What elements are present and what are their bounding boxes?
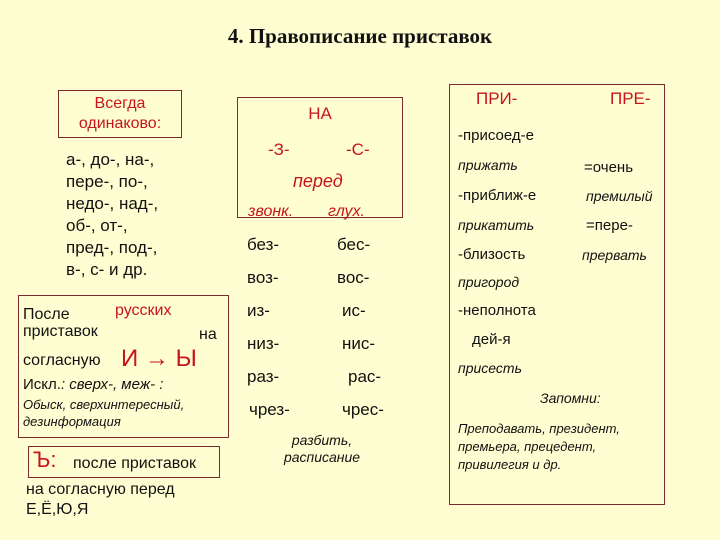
pri-pre-box xyxy=(449,84,665,505)
example-prikatit: прикатить xyxy=(458,217,535,233)
letters-i-y: И → Ы xyxy=(121,345,197,372)
remember-line3: привилегия и др. xyxy=(458,457,562,472)
z-prefix: из- xyxy=(247,301,270,320)
example-prigorod: пригород xyxy=(458,274,520,290)
prefix-line: в-, с- и др. xyxy=(66,260,148,279)
remember-line2: премьера, прецедент, xyxy=(458,439,597,454)
prefix-line: об-, от-, xyxy=(66,216,128,235)
exception-line xyxy=(23,376,163,393)
always-same-box xyxy=(58,90,182,138)
z-label: -З- xyxy=(268,140,290,159)
page-title: 4. Правописание приставок xyxy=(227,24,493,48)
hard-sign-line1: после приставок xyxy=(73,455,197,472)
voiceless-label: глух. xyxy=(328,203,365,220)
examples-line2: дезинформация xyxy=(23,414,121,429)
closeness-rule: -близость xyxy=(458,246,526,263)
example-prisest: присесть xyxy=(458,360,522,376)
example-premily: премилый xyxy=(586,188,653,204)
joining-rule: -присоед-е xyxy=(458,127,534,144)
exception-label: Искл. xyxy=(23,376,61,393)
s-prefix: чрес- xyxy=(342,400,384,419)
voiced-label: звонк. xyxy=(248,203,294,220)
before-label: перед xyxy=(293,171,343,191)
hard-sign-symbol: Ъ: xyxy=(33,447,57,472)
remember-label: Запомни: xyxy=(540,390,601,406)
prefix-line: недо-, над-, xyxy=(66,194,159,213)
z-prefix: без- xyxy=(247,235,280,254)
example-prizhat: прижать xyxy=(458,157,518,173)
hard-sign-line3: Е,Ё,Ю,Я xyxy=(26,501,89,518)
always-heading-line1: Всегда xyxy=(94,95,146,112)
after-russian-box xyxy=(18,295,229,438)
hard-sign-box xyxy=(28,446,220,478)
word-consonant: согласную xyxy=(23,352,101,369)
incomplete-rule: -неполнота xyxy=(458,302,536,319)
prefix-line: пред-, под-, xyxy=(66,238,158,257)
very-rule: =очень xyxy=(584,159,634,176)
z-prefix: чрез- xyxy=(249,400,290,419)
s-prefix: нис- xyxy=(342,334,376,353)
z-prefix: раз- xyxy=(247,367,280,386)
s-label: -С- xyxy=(346,140,370,159)
hard-sign-line2: на согласную перед xyxy=(26,481,175,498)
z-prefix: воз- xyxy=(247,268,279,287)
z-s-examples-line2: расписание xyxy=(283,449,361,465)
exception-text: : сверх-, меж- : xyxy=(60,376,164,393)
example-prervat: прервать xyxy=(582,247,647,263)
action-rule: дей-я xyxy=(472,331,511,348)
z-prefix: низ- xyxy=(247,334,280,353)
prefix-line: а-, до-, на-, xyxy=(66,150,155,169)
word-on: на xyxy=(199,326,217,343)
remember-line1: Преподавать, президент, xyxy=(458,421,620,436)
s-prefix: бес- xyxy=(337,235,371,254)
always-heading-line2: одинаково: xyxy=(78,115,162,132)
s-prefix: вос- xyxy=(337,268,370,287)
word-prefixes: приставок xyxy=(23,323,98,340)
prefix-line: пере-, по-, xyxy=(66,172,148,191)
pri-heading: ПРИ- xyxy=(476,89,518,108)
approach-rule: -приближ-е xyxy=(458,187,537,204)
word-after: После xyxy=(23,306,70,323)
word-russian: русских xyxy=(115,302,172,319)
z-s-heading: НА xyxy=(308,104,332,123)
s-prefix: ис- xyxy=(342,301,366,320)
pre-heading: ПРЕ- xyxy=(610,89,651,108)
s-prefix: рас- xyxy=(348,367,382,386)
examples-line1: Обыск, сверхинтересный, xyxy=(23,397,185,412)
z-s-box xyxy=(237,97,403,218)
pere-rule: =пере- xyxy=(586,217,633,234)
z-s-examples-line1: разбить, xyxy=(291,432,353,448)
